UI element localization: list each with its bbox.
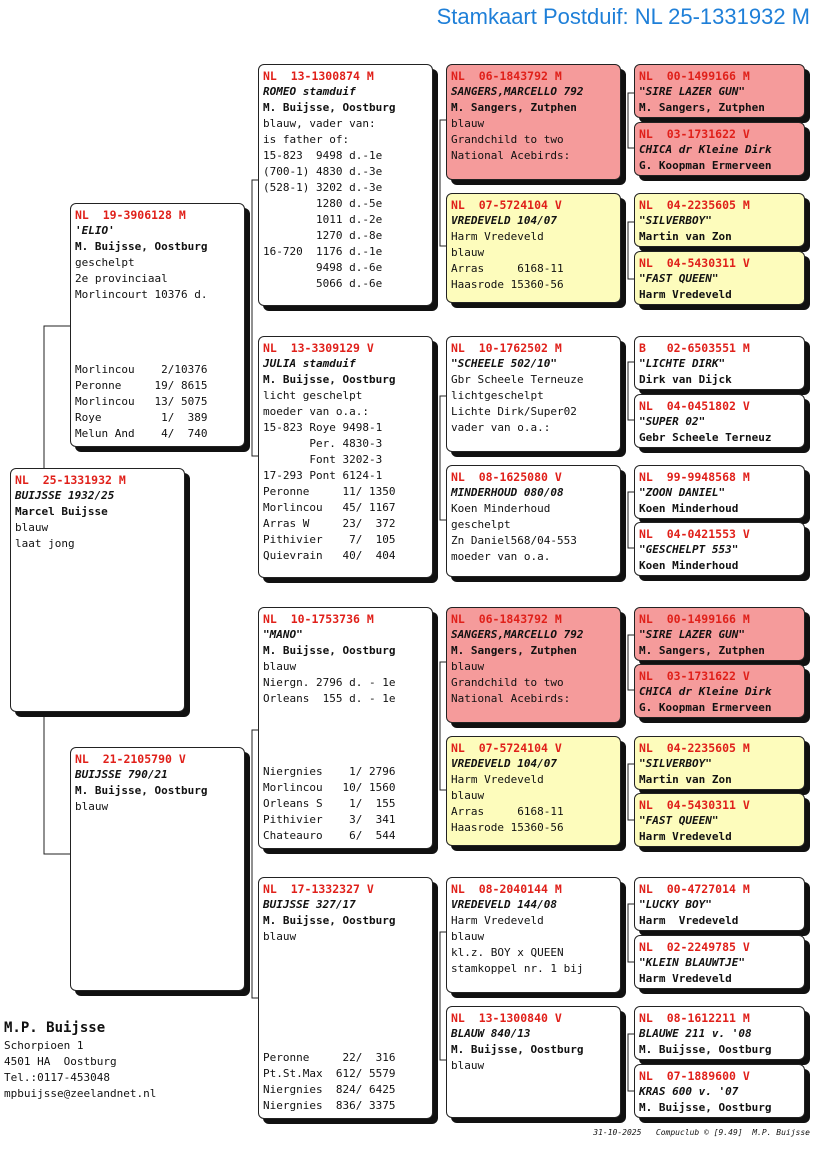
gen4-card-7[interactable] (634, 465, 805, 519)
pigeon-owner: Marcel Buijsse (15, 505, 108, 518)
pigeon-owner: M. Sangers, Zutphen (639, 644, 765, 657)
pigeon-owner: Gebr Scheele Terneuz (639, 431, 772, 444)
pigeon-name: "FAST QUEEN" (639, 272, 719, 285)
info-line: is father of: (263, 133, 350, 146)
ring-number: NL 04-2235605 M (639, 198, 750, 212)
info-line: 5066 d.-6e (263, 277, 383, 290)
info-line: 9498 d.-6e (263, 261, 383, 274)
pigeon-owner: M. Sangers, Zutphen (451, 644, 577, 657)
info-line: moeder van o.a.: (263, 405, 369, 418)
gen4-card-1[interactable] (634, 64, 805, 118)
pigeon-owner: M. Buijsse, Oostburg (75, 784, 208, 797)
info-line: stamkoppel nr. 1 bij (451, 962, 584, 975)
gen4-card-2[interactable] (634, 122, 805, 176)
ring-number: NL 06-1843792 M (451, 612, 562, 626)
mother-pigeon-card[interactable] (70, 747, 245, 991)
ring-number: NL 03-1731622 V (639, 127, 750, 141)
pigeon-owner: M. Buijsse, Oostburg (263, 373, 396, 386)
pigeon-owner: Harm Vredeveld (639, 288, 732, 301)
ring-number: NL 08-1625080 V (451, 470, 562, 484)
ring-number: NL 00-4727014 M (639, 882, 750, 896)
owner-city: 4501 HA Oostburg (4, 1055, 117, 1068)
info-line: Zn Daniel568/04-553 (451, 534, 577, 547)
maternal-grandmother-card[interactable] (258, 877, 433, 1119)
result-line: Chateauro 6/ 544 (263, 829, 396, 842)
ring-number: NL 04-2235605 M (639, 741, 750, 755)
pigeon-name: KRAS 600 v. '07 (639, 1085, 739, 1098)
pigeon-name: "SIRE LAZER GUN" (639, 85, 745, 98)
ring-number: NL 99-9948568 M (639, 470, 750, 484)
gen4-card-9[interactable] (634, 607, 805, 661)
info-line: Grandchild to two (451, 133, 564, 146)
ring-number: NL 04-0451802 V (639, 399, 750, 413)
result-line: Peronne 22/ 316 (263, 1051, 396, 1064)
pigeon-name: ROMEO stamduif (263, 85, 356, 98)
info-line: blauw (451, 789, 485, 802)
gen4-card-10[interactable] (634, 664, 805, 718)
ring-number: NL 25-1331932 M (15, 473, 126, 487)
pigeon-name: CHICA dr Kleine Dirk (639, 685, 772, 698)
info-line: blauw, vader van: (263, 117, 376, 130)
info-line: (528-1) 3202 d.-3e (263, 181, 383, 194)
print-date: 31-10-2025 (593, 1128, 642, 1137)
info-line: National Acebirds: (451, 692, 571, 705)
info-line: Harm Vredeveld (451, 914, 544, 927)
pigeon-name: "SILVERBOY" (639, 757, 712, 770)
ring-number: NL 13-1300874 M (263, 69, 374, 83)
ring-number: NL 13-1300840 V (451, 1011, 562, 1025)
info-line: kl.z. BOY x QUEEN (451, 946, 564, 959)
pigeon-owner: M. Buijsse, Oostburg (451, 1043, 584, 1056)
pigeon-name: SANGERS,MARCELLO 792 (451, 628, 584, 641)
results-block (263, 1050, 395, 1114)
ring-number: NL 21-2105790 V (75, 752, 186, 766)
pigeon-name: "GESCHELPT 553" (639, 543, 739, 556)
info-line: blauw (451, 117, 485, 130)
info-line: Lichte Dirk/Super02 (451, 405, 577, 418)
pigeon-owner: M. Buijsse, Oostburg (639, 1043, 772, 1056)
ring-number: NL 08-2040144 M (451, 882, 562, 896)
pigeon-owner: Martin van Zon (639, 773, 732, 786)
ring-number: NL 04-0421553 V (639, 527, 750, 541)
ring-number: NL 00-1499166 M (639, 69, 750, 83)
info-line: Haasrode 15360-56 (451, 278, 564, 291)
owner-name: M.P. Buijsse (4, 1020, 106, 1036)
maternal-grandfather-card[interactable] (258, 607, 433, 849)
owner-email[interactable]: mpbuijsse@zeelandnet.nl (4, 1087, 157, 1100)
info-line: geschelpt (75, 256, 135, 269)
info-line: Morlincou 45/ 1167 (263, 501, 396, 514)
info-line: Harm Vredeveld (451, 230, 544, 243)
ring-number: NL 07-5724104 V (451, 741, 562, 755)
ring-number: NL 06-1843792 M (451, 69, 562, 83)
info-line: moeder van o.a. (451, 550, 551, 563)
pigeon-owner: M. Buijsse, Oostburg (639, 1101, 772, 1114)
pigeon-name: "SIRE LAZER GUN" (639, 628, 745, 641)
result-line: Niergnies 836/ 3375 (263, 1099, 396, 1112)
pigeon-name: BLAUWE 211 v. '08 (639, 1027, 752, 1040)
info-line: blauw (263, 660, 297, 673)
paternal-grandfather-card[interactable] (258, 64, 433, 306)
info-line: blauw (75, 800, 109, 813)
pigeon-name: CHICA dr Kleine Dirk (639, 143, 772, 156)
result-line: Orleans S 1/ 155 (263, 797, 396, 810)
ring-number: NL 03-1731622 V (639, 669, 750, 683)
info-line: blauw (451, 930, 485, 943)
info-line: blauw (451, 246, 485, 259)
result-line: Niergnies 1/ 2796 (263, 765, 396, 778)
info-line: National Acebirds: (451, 149, 571, 162)
pigeon-owner: Martin van Zon (639, 230, 732, 243)
info-line: Arras 6168-11 (451, 805, 564, 818)
gen4-card-15[interactable] (634, 1006, 805, 1060)
pigeon-name: 'ELIO' (75, 224, 115, 237)
info-line: Haasrode 15360-56 (451, 821, 564, 834)
pigeon-owner: G. Koopman Ermerveen (639, 159, 772, 172)
ring-number: NL 17-1332327 V (263, 882, 374, 896)
ring-number: NL 04-5430311 V (639, 256, 750, 270)
pigeon-owner: M. Buijsse, Oostburg (263, 914, 396, 927)
info-line: geschelpt (451, 518, 511, 531)
gen4-card-14[interactable] (634, 935, 805, 989)
owner-contact-block (4, 1018, 156, 1102)
info-line: 1280 d.-5e (263, 197, 383, 210)
info-line: laat jong (15, 537, 75, 550)
gen4-card-6[interactable] (634, 394, 805, 448)
info-line: 1270 d.-8e (263, 229, 383, 242)
pigeon-name: VREDEVELD 104/07 (451, 757, 557, 770)
pigeon-name: "SCHEELE 502/10" (451, 357, 557, 370)
pigeon-name: BUIJSSE 790/21 (75, 768, 168, 781)
gen4-card-11[interactable] (634, 736, 805, 790)
info-line: Peronne 11/ 1350 (263, 485, 396, 498)
gen4-card-8[interactable] (634, 522, 805, 576)
subject-pigeon-card[interactable] (10, 468, 185, 712)
ring-number: B 02-6503551 M (639, 341, 750, 355)
gen4-card-4[interactable] (634, 251, 805, 305)
info-line: vader van o.a.: (451, 421, 551, 434)
result-line: Peronne 19/ 8615 (75, 379, 208, 392)
info-line: 15-823 Roye 9498-1 (263, 421, 383, 434)
great-grandparent-card-fff[interactable] (446, 64, 621, 180)
great-grandparent-card-fmf[interactable] (446, 336, 621, 452)
result-line: Pithivier 3/ 341 (263, 813, 396, 826)
pigeon-name: "ZOON DANIEL" (639, 486, 726, 499)
pigeon-owner: M. Buijsse, Oostburg (75, 240, 208, 253)
info-line: Niergn. 2796 d. - 1e (263, 676, 396, 689)
pigeon-name: VREDEVELD 144/08 (451, 898, 557, 911)
ring-number: NL 10-1753736 M (263, 612, 374, 626)
info-line: Koen Minderhoud (451, 502, 551, 515)
info-line: Orleans 155 d. - 1e (263, 692, 396, 705)
result-line: Morlincou 10/ 1560 (263, 781, 396, 794)
info-line: lichtgeschelpt (451, 389, 544, 402)
pigeon-owner: G. Koopman Ermerveen (639, 701, 772, 714)
pigeon-owner: Dirk van Dijck (639, 373, 732, 386)
pigeon-name: "LICHTE DIRK" (639, 357, 726, 370)
father-pigeon-card[interactable] (70, 203, 245, 447)
ring-number: NL 19-3906128 M (75, 208, 186, 222)
pigeon-owner: M. Sangers, Zutphen (451, 101, 577, 114)
info-line: 1011 d.-2e (263, 213, 383, 226)
pigeon-name: "LUCKY BOY" (639, 898, 712, 911)
info-line: Pithivier 7/ 105 (263, 533, 396, 546)
info-line: 16-720 1176 d.-1e (263, 245, 383, 258)
pigeon-name: BLAUW 840/13 (451, 1027, 531, 1040)
paternal-grandmother-card[interactable] (258, 336, 433, 578)
info-line: Quievrain 40/ 404 (263, 549, 396, 562)
result-line: Melun And 4/ 740 (75, 427, 208, 440)
info-line: Harm Vredeveld (451, 773, 544, 786)
info-line: Gbr Scheele Terneuze (451, 373, 584, 386)
pigeon-owner: Harm Vredeveld (639, 972, 732, 985)
result-line: Morlincou 2/10376 (75, 363, 208, 376)
ring-number: NL 00-1499166 M (639, 612, 750, 626)
result-line: Niergnies 824/ 6425 (263, 1083, 396, 1096)
great-grandparent-card-mfm[interactable] (446, 736, 621, 846)
ring-number: NL 07-5724104 V (451, 198, 562, 212)
pigeon-owner: M. Buijsse, Oostburg (263, 101, 396, 114)
info-line: Arras W 23/ 372 (263, 517, 396, 530)
info-line: blauw (451, 660, 485, 673)
great-grandparent-card-mmf[interactable] (446, 877, 621, 993)
info-line: 17-293 Pont 6124-1 (263, 469, 383, 482)
pigeon-owner: M. Sangers, Zutphen (639, 101, 765, 114)
pigeon-name: VREDEVELD 104/07 (451, 214, 557, 227)
info-line: blauw (451, 1059, 485, 1072)
pigeon-name: BUIJSSE 1932/25 (15, 489, 115, 502)
pigeon-name: "SILVERBOY" (639, 214, 712, 227)
info-line: licht geschelpt (263, 389, 363, 402)
ring-number: NL 07-1889600 V (639, 1069, 750, 1083)
pigeon-name: MINDERHOUD 080/08 (451, 486, 564, 499)
info-line: 2e provinciaal (75, 272, 168, 285)
gen4-card-16[interactable] (634, 1064, 805, 1118)
page-title: Stamkaart Postduif: NL 25-1331932 M (436, 4, 810, 29)
info-line: 15-823 9498 d.-1e (263, 149, 383, 162)
pigeon-owner: M. Buijsse, Oostburg (263, 644, 396, 657)
owner-street: Schorpioen 1 (4, 1039, 84, 1052)
great-grandparent-card-mmm[interactable] (446, 1006, 621, 1118)
ring-number: NL 04-5430311 V (639, 798, 750, 812)
pigeon-owner: Harm Vredeveld (639, 830, 732, 843)
gen4-card-5[interactable] (634, 336, 805, 390)
pigeon-owner: Koen Minderhoud (639, 559, 739, 572)
result-line: Roye 1/ 389 (75, 411, 208, 424)
info-line: (700-1) 4830 d.-3e (263, 165, 383, 178)
footer-meta (593, 1128, 810, 1137)
info-line: Font 3202-3 (263, 453, 383, 466)
pigeon-name: "KLEIN BLAUWTJE" (639, 956, 745, 969)
gen4-card-3[interactable] (634, 193, 805, 247)
result-line: Morlincou 13/ 5075 (75, 395, 208, 408)
gen4-card-13[interactable] (634, 877, 805, 931)
great-grandparent-card-mff[interactable] (446, 607, 621, 723)
results-block (75, 362, 207, 442)
pigeon-owner: Harm Vredeveld (639, 914, 739, 927)
result-line: Pt.St.Max 612/ 5579 (263, 1067, 396, 1080)
owner-phone: Tel.:0117-453048 (4, 1071, 110, 1084)
pigeon-name: JULIA stamduif (263, 357, 356, 370)
info-line: blauw (263, 930, 297, 943)
info-line: blauw (15, 521, 49, 534)
ring-number: NL 08-1612211 M (639, 1011, 750, 1025)
ring-number: NL 10-1762502 M (451, 341, 562, 355)
pigeon-owner: Koen Minderhoud (639, 502, 739, 515)
pigeon-name: "MANO" (263, 628, 303, 641)
pigeon-name: "SUPER 02" (639, 415, 706, 428)
gen4-card-12[interactable] (634, 793, 805, 847)
ring-number: NL 02-2249785 V (639, 940, 750, 954)
info-line: Arras 6168-11 (451, 262, 564, 275)
pigeon-name: BUIJSSE 327/17 (263, 898, 356, 911)
info-line: Grandchild to two (451, 676, 564, 689)
info-line: Morlincourt 10376 d. (75, 288, 208, 301)
ring-number: NL 13-3309129 V (263, 341, 374, 355)
pigeon-name: "FAST QUEEN" (639, 814, 719, 827)
pigeon-name: SANGERS,MARCELLO 792 (451, 85, 584, 98)
software-credit: Compuclub © [9.49] M.P. Buijsse (655, 1128, 810, 1137)
great-grandparent-card-ffm[interactable] (446, 193, 621, 303)
results-block (263, 764, 395, 844)
great-grandparent-card-fmm[interactable] (446, 465, 621, 577)
info-line: Per. 4830-3 (263, 437, 383, 450)
